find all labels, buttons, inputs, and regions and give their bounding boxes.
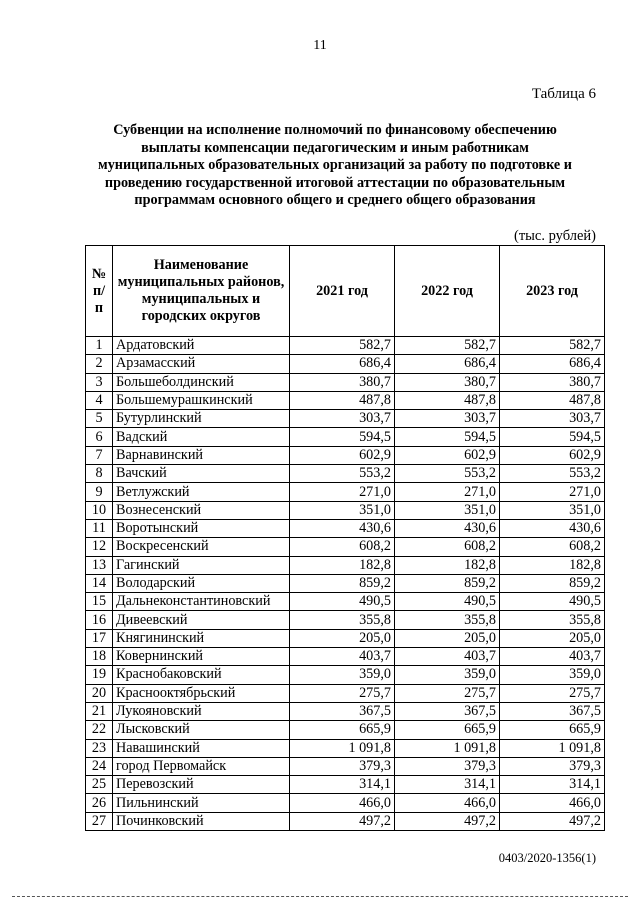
table-row (86, 757, 605, 775)
row-number: 2 (86, 355, 113, 373)
value-2023: 380,7 (500, 373, 605, 391)
value-2023: 351,0 (500, 501, 605, 519)
value-2023: 859,2 (500, 574, 605, 592)
district-name: Большемурашкинский (113, 391, 290, 409)
value-2022: 582,7 (395, 337, 500, 355)
district-name: Перевозский (113, 776, 290, 794)
value-2022: 380,7 (395, 373, 500, 391)
table-row (86, 501, 605, 519)
table-row (86, 684, 605, 702)
value-2023: 314,1 (500, 776, 605, 794)
table-label: Таблица 6 (531, 86, 596, 102)
value-2021: 351,0 (290, 501, 395, 519)
value-2021: 686,4 (290, 355, 395, 373)
row-number: 21 (86, 702, 113, 720)
value-2021: 466,0 (290, 794, 395, 812)
table-row (86, 593, 605, 611)
units-label: (тыс. рублей) (514, 228, 596, 244)
value-2023: 379,3 (500, 757, 605, 775)
value-2022: 303,7 (395, 410, 500, 428)
value-2023: 355,8 (500, 611, 605, 629)
district-name: Арзамасский (113, 355, 290, 373)
row-number: 7 (86, 446, 113, 464)
value-2023: 271,0 (500, 483, 605, 501)
district-name: Краснооктябрьский (113, 684, 290, 702)
value-2021: 359,0 (290, 666, 395, 684)
header-number: № п/п (86, 246, 113, 337)
table-row (86, 538, 605, 556)
value-2021: 367,5 (290, 702, 395, 720)
value-2023: 608,2 (500, 538, 605, 556)
value-2021: 380,7 (290, 373, 395, 391)
table-row (86, 648, 605, 666)
table-row (86, 794, 605, 812)
table-row (86, 702, 605, 720)
row-number: 26 (86, 794, 113, 812)
value-2023: 275,7 (500, 684, 605, 702)
header-2022: 2022 год (395, 246, 500, 337)
value-2023: 303,7 (500, 410, 605, 428)
table-header-row (86, 246, 605, 337)
value-2022: 182,8 (395, 556, 500, 574)
value-2021: 594,5 (290, 428, 395, 446)
value-2022: 271,0 (395, 483, 500, 501)
row-number: 12 (86, 538, 113, 556)
value-2022: 359,0 (395, 666, 500, 684)
row-number: 18 (86, 648, 113, 666)
row-number: 27 (86, 812, 113, 830)
value-2021: 497,2 (290, 812, 395, 830)
value-2023: 205,0 (500, 629, 605, 647)
district-name: Ветлужский (113, 483, 290, 501)
table-row (86, 721, 605, 739)
district-name: Краснобаковский (113, 666, 290, 684)
row-number: 23 (86, 739, 113, 757)
row-number: 3 (86, 373, 113, 391)
value-2023: 686,4 (500, 355, 605, 373)
district-name: Варнавинский (113, 446, 290, 464)
value-2022: 497,2 (395, 812, 500, 830)
table-row (86, 483, 605, 501)
value-2023: 490,5 (500, 593, 605, 611)
value-2021: 379,3 (290, 757, 395, 775)
district-name: Лысковский (113, 721, 290, 739)
row-number: 11 (86, 519, 113, 537)
value-2022: 379,3 (395, 757, 500, 775)
value-2023: 497,2 (500, 812, 605, 830)
row-number: 25 (86, 776, 113, 794)
district-name: Лукояновский (113, 702, 290, 720)
value-2023: 594,5 (500, 428, 605, 446)
value-2022: 553,2 (395, 465, 500, 483)
table-row (86, 776, 605, 794)
value-2021: 275,7 (290, 684, 395, 702)
value-2022: 665,9 (395, 721, 500, 739)
row-number: 20 (86, 684, 113, 702)
table-row (86, 812, 605, 830)
district-name: город Первомайск (113, 757, 290, 775)
value-2023: 403,7 (500, 648, 605, 666)
value-2021: 608,2 (290, 538, 395, 556)
district-name: Пильнинский (113, 794, 290, 812)
value-2023: 553,2 (500, 465, 605, 483)
row-number: 24 (86, 757, 113, 775)
district-name: Бутурлинский (113, 410, 290, 428)
district-name: Вознесенский (113, 501, 290, 519)
bottom-divider (12, 896, 628, 897)
table-row (86, 629, 605, 647)
table-row (86, 666, 605, 684)
row-number: 13 (86, 556, 113, 574)
header-2023: 2023 год (500, 246, 605, 337)
value-2023: 487,8 (500, 391, 605, 409)
district-name: Вадский (113, 428, 290, 446)
district-name: Ковернинский (113, 648, 290, 666)
value-2023: 182,8 (500, 556, 605, 574)
district-name: Гагинский (113, 556, 290, 574)
district-name: Воротынский (113, 519, 290, 537)
document-code: 0403/2020-1356(1) (498, 851, 596, 865)
value-2021: 582,7 (290, 337, 395, 355)
value-2022: 859,2 (395, 574, 500, 592)
district-name: Большеболдинский (113, 373, 290, 391)
district-name: Ардатовский (113, 337, 290, 355)
table-row (86, 739, 605, 757)
value-2022: 594,5 (395, 428, 500, 446)
row-number: 6 (86, 428, 113, 446)
district-name: Навашинский (113, 739, 290, 757)
value-2023: 602,9 (500, 446, 605, 464)
value-2021: 205,0 (290, 629, 395, 647)
value-2021: 182,8 (290, 556, 395, 574)
row-number: 16 (86, 611, 113, 629)
value-2023: 430,6 (500, 519, 605, 537)
value-2022: 351,0 (395, 501, 500, 519)
value-2023: 466,0 (500, 794, 605, 812)
value-2021: 602,9 (290, 446, 395, 464)
value-2021: 430,6 (290, 519, 395, 537)
table-row (86, 519, 605, 537)
subsidy-table (85, 245, 605, 831)
district-name: Починковский (113, 812, 290, 830)
value-2022: 608,2 (395, 538, 500, 556)
table-row (86, 556, 605, 574)
table-row (86, 428, 605, 446)
value-2021: 553,2 (290, 465, 395, 483)
value-2023: 665,9 (500, 721, 605, 739)
value-2022: 367,5 (395, 702, 500, 720)
value-2023: 1 091,8 (500, 739, 605, 757)
value-2022: 487,8 (395, 391, 500, 409)
table-row (86, 355, 605, 373)
header-name: Наименование муниципальных районов, муниципальных и городских округов (113, 246, 290, 337)
value-2022: 314,1 (395, 776, 500, 794)
table-row (86, 337, 605, 355)
table-row (86, 446, 605, 464)
value-2022: 205,0 (395, 629, 500, 647)
value-2022: 275,7 (395, 684, 500, 702)
row-number: 17 (86, 629, 113, 647)
header-2021: 2021 год (290, 246, 395, 337)
table-row (86, 465, 605, 483)
row-number: 4 (86, 391, 113, 409)
district-name: Вачский (113, 465, 290, 483)
district-name: Дальнеконстантиновский (113, 593, 290, 611)
district-name: Княгининский (113, 629, 290, 647)
value-2021: 403,7 (290, 648, 395, 666)
value-2021: 314,1 (290, 776, 395, 794)
table-row (86, 391, 605, 409)
district-name: Воскресенский (113, 538, 290, 556)
row-number: 1 (86, 337, 113, 355)
table-row (86, 373, 605, 391)
value-2021: 665,9 (290, 721, 395, 739)
row-number: 14 (86, 574, 113, 592)
value-2023: 367,5 (500, 702, 605, 720)
value-2021: 490,5 (290, 593, 395, 611)
row-number: 5 (86, 410, 113, 428)
value-2022: 430,6 (395, 519, 500, 537)
district-name: Дивеевский (113, 611, 290, 629)
value-2022: 403,7 (395, 648, 500, 666)
row-number: 10 (86, 501, 113, 519)
value-2023: 582,7 (500, 337, 605, 355)
row-number: 9 (86, 483, 113, 501)
value-2021: 303,7 (290, 410, 395, 428)
row-number: 19 (86, 666, 113, 684)
table-row (86, 574, 605, 592)
row-number: 15 (86, 593, 113, 611)
page-number: 11 (313, 38, 327, 53)
row-number: 22 (86, 721, 113, 739)
value-2021: 859,2 (290, 574, 395, 592)
value-2021: 1 091,8 (290, 739, 395, 757)
table-row (86, 611, 605, 629)
value-2022: 602,9 (395, 446, 500, 464)
value-2022: 466,0 (395, 794, 500, 812)
value-2022: 355,8 (395, 611, 500, 629)
value-2022: 686,4 (395, 355, 500, 373)
value-2022: 490,5 (395, 593, 500, 611)
district-name: Володарский (113, 574, 290, 592)
document-title: Субвенции на исполнение полномочий по финансовому обеспечению выплаты компенсации педагогическим и иным работникам муниципальных образовательных организаций за работу по подготовке и проведению государственной итоговой аттестации по образовательным программам основного общего и среднего общего образования (98, 122, 572, 209)
value-2021: 271,0 (290, 483, 395, 501)
row-number: 8 (86, 465, 113, 483)
value-2023: 359,0 (500, 666, 605, 684)
value-2021: 355,8 (290, 611, 395, 629)
table-row (86, 410, 605, 428)
value-2021: 487,8 (290, 391, 395, 409)
value-2022: 1 091,8 (395, 739, 500, 757)
